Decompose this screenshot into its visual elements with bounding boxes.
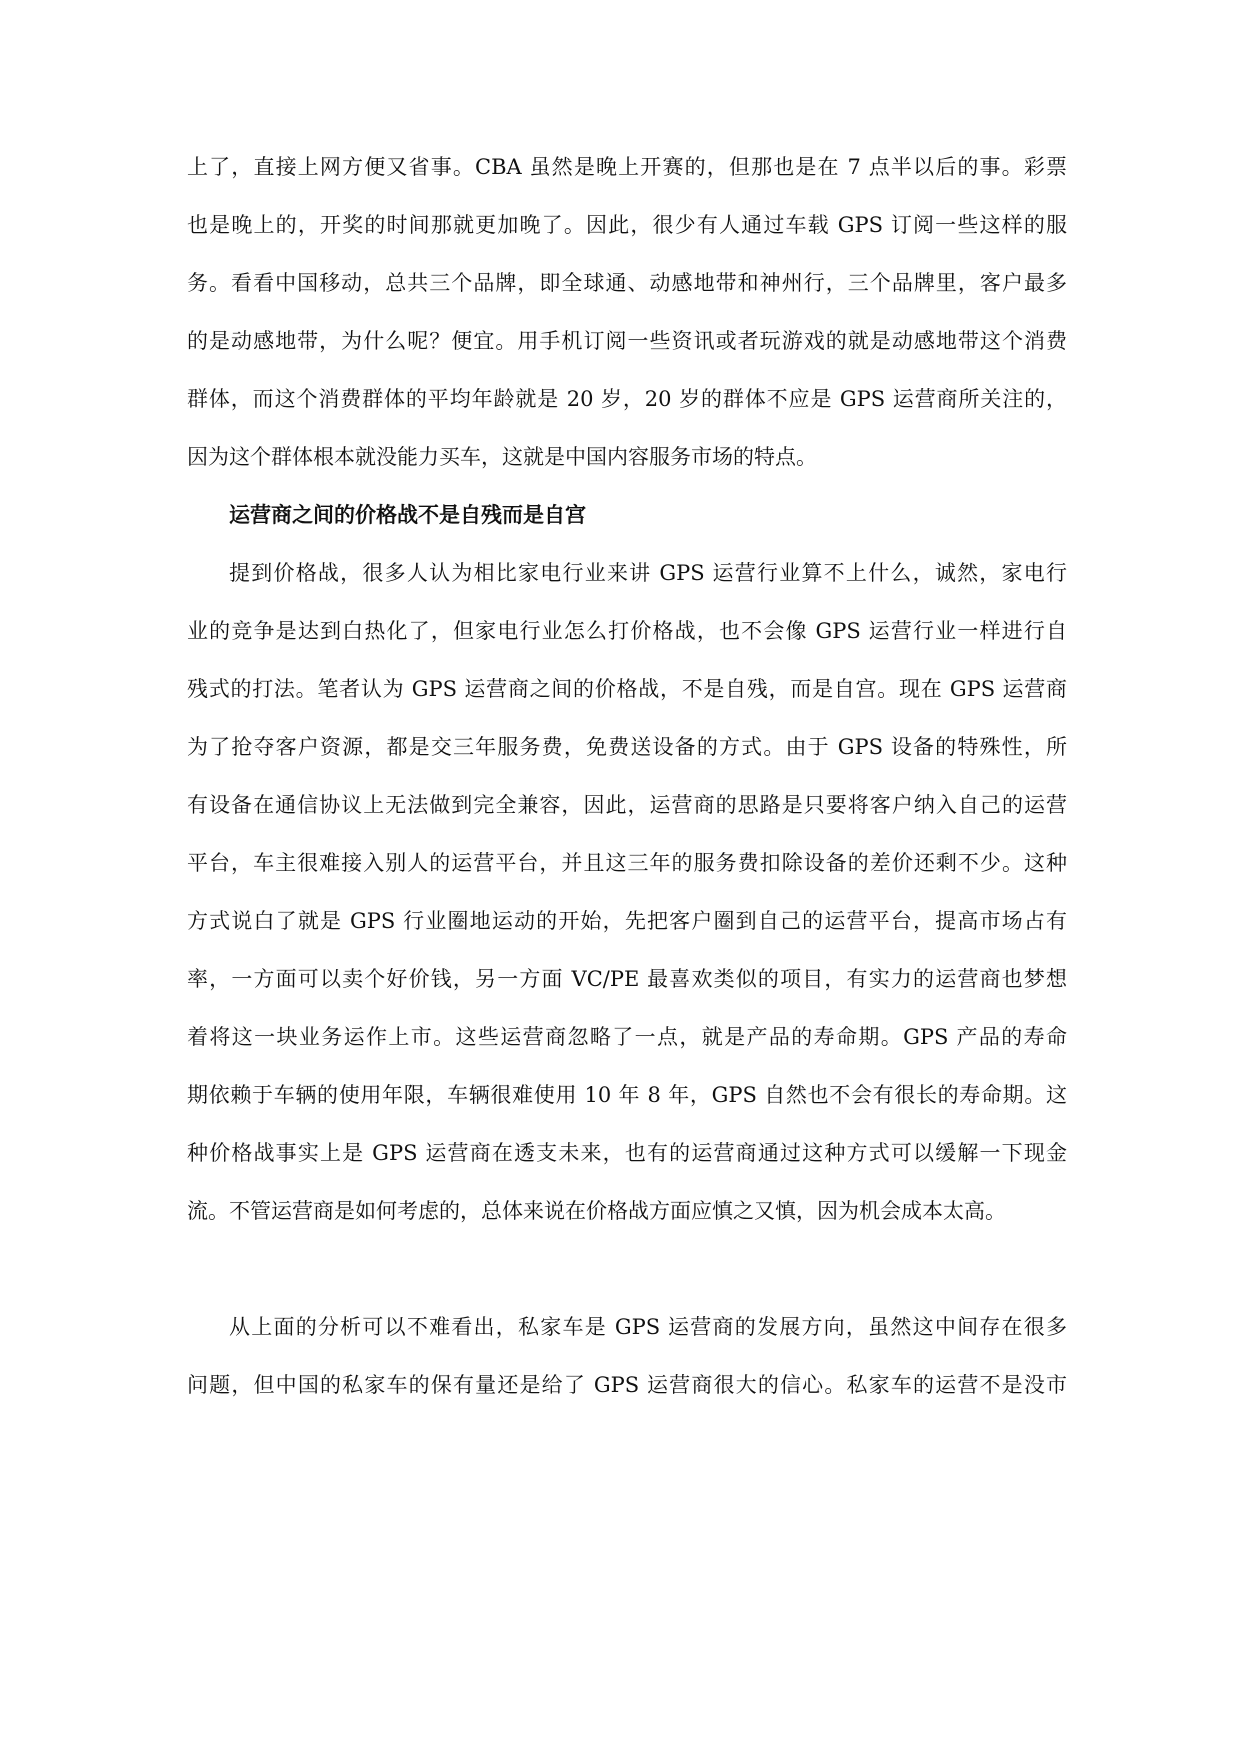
- paragraph-line: 种价格战事实上是 GPS 运营商在透支未来，也有的运营商通过这种方式可以缓解一下现金: [187, 1141, 1067, 1165]
- paragraph-line: 问题，但中国的私家车的保有量还是给了 GPS 运营商很大的信心。私家车的运营不是没市: [187, 1373, 1067, 1397]
- paragraph-line: 着将这一块业务运作上市。这些运营商忽略了一点，就是产品的寿命期。GPS 产品的寿命: [187, 1025, 1067, 1049]
- section-heading: 运营商之间的价格战不是自残而是自宫: [229, 503, 586, 527]
- paragraph-line: 期依赖于车辆的使用年限，车辆很难使用 10 年 8 年，GPS 自然也不会有很长的寿命期。这: [187, 1083, 1067, 1107]
- paragraph-line: 因为这个群体根本就没能力买车，这就是中国内容服务市场的特点。: [187, 445, 817, 469]
- paragraph-line: 的是动感地带，为什么呢？便宜。用手机订阅一些资讯或者玩游戏的就是动感地带这个消费: [187, 329, 1067, 353]
- paragraph-line: 群体，而这个消费群体的平均年龄就是 20 岁，20 岁的群体不应是 GPS 运营商所关注的，: [187, 387, 1067, 411]
- paragraph-line: 提到价格战，很多人认为相比家电行业来讲 GPS 运营行业算不上什么，诚然，家电行: [229, 561, 1067, 585]
- paragraph-line: 为了抢夺客户资源，都是交三年服务费，免费送设备的方式。由于 GPS 设备的特殊性，所: [187, 735, 1067, 759]
- paragraph-line: 方式说白了就是 GPS 行业圈地运动的开始，先把客户圈到自己的运营平台，提高市场占有: [187, 909, 1067, 933]
- paragraph-line: 残式的打法。笔者认为 GPS 运营商之间的价格战，不是自残，而是自宫。现在 GPS 运营商: [187, 677, 1067, 701]
- paragraph-line: 也是晚上的，开奖的时间那就更加晚了。因此，很少有人通过车载 GPS 订阅一些这样的服: [187, 213, 1067, 237]
- paragraph-line: 业的竞争是达到白热化了，但家电行业怎么打价格战，也不会像 GPS 运营行业一样进行自: [187, 619, 1067, 643]
- paragraph-line: 务。看看中国移动，总共三个品牌，即全球通、动感地带和神州行，三个品牌里，客户最多: [187, 271, 1067, 295]
- paragraph-line: 流。不管运营商是如何考虑的，总体来说在价格战方面应慎之又慎，因为机会成本太高。: [187, 1199, 1006, 1223]
- paragraph-line: 上了，直接上网方便又省事。CBA 虽然是晚上开赛的，但那也是在 7 点半以后的事。彩票: [187, 155, 1067, 179]
- paragraph-line: 从上面的分析可以不难看出，私家车是 GPS 运营商的发展方向，虽然这中间存在很多: [229, 1315, 1067, 1339]
- paragraph-line: 率，一方面可以卖个好价钱，另一方面 VC/PE 最喜欢类似的项目，有实力的运营商也梦想: [187, 967, 1067, 991]
- paragraph-line: 有设备在通信协议上无法做到完全兼容，因此，运营商的思路是只要将客户纳入自己的运营: [187, 793, 1067, 817]
- paragraph-line: 平台，车主很难接入别人的运营平台，并且这三年的服务费扣除设备的差价还剩不少。这种: [187, 851, 1067, 875]
